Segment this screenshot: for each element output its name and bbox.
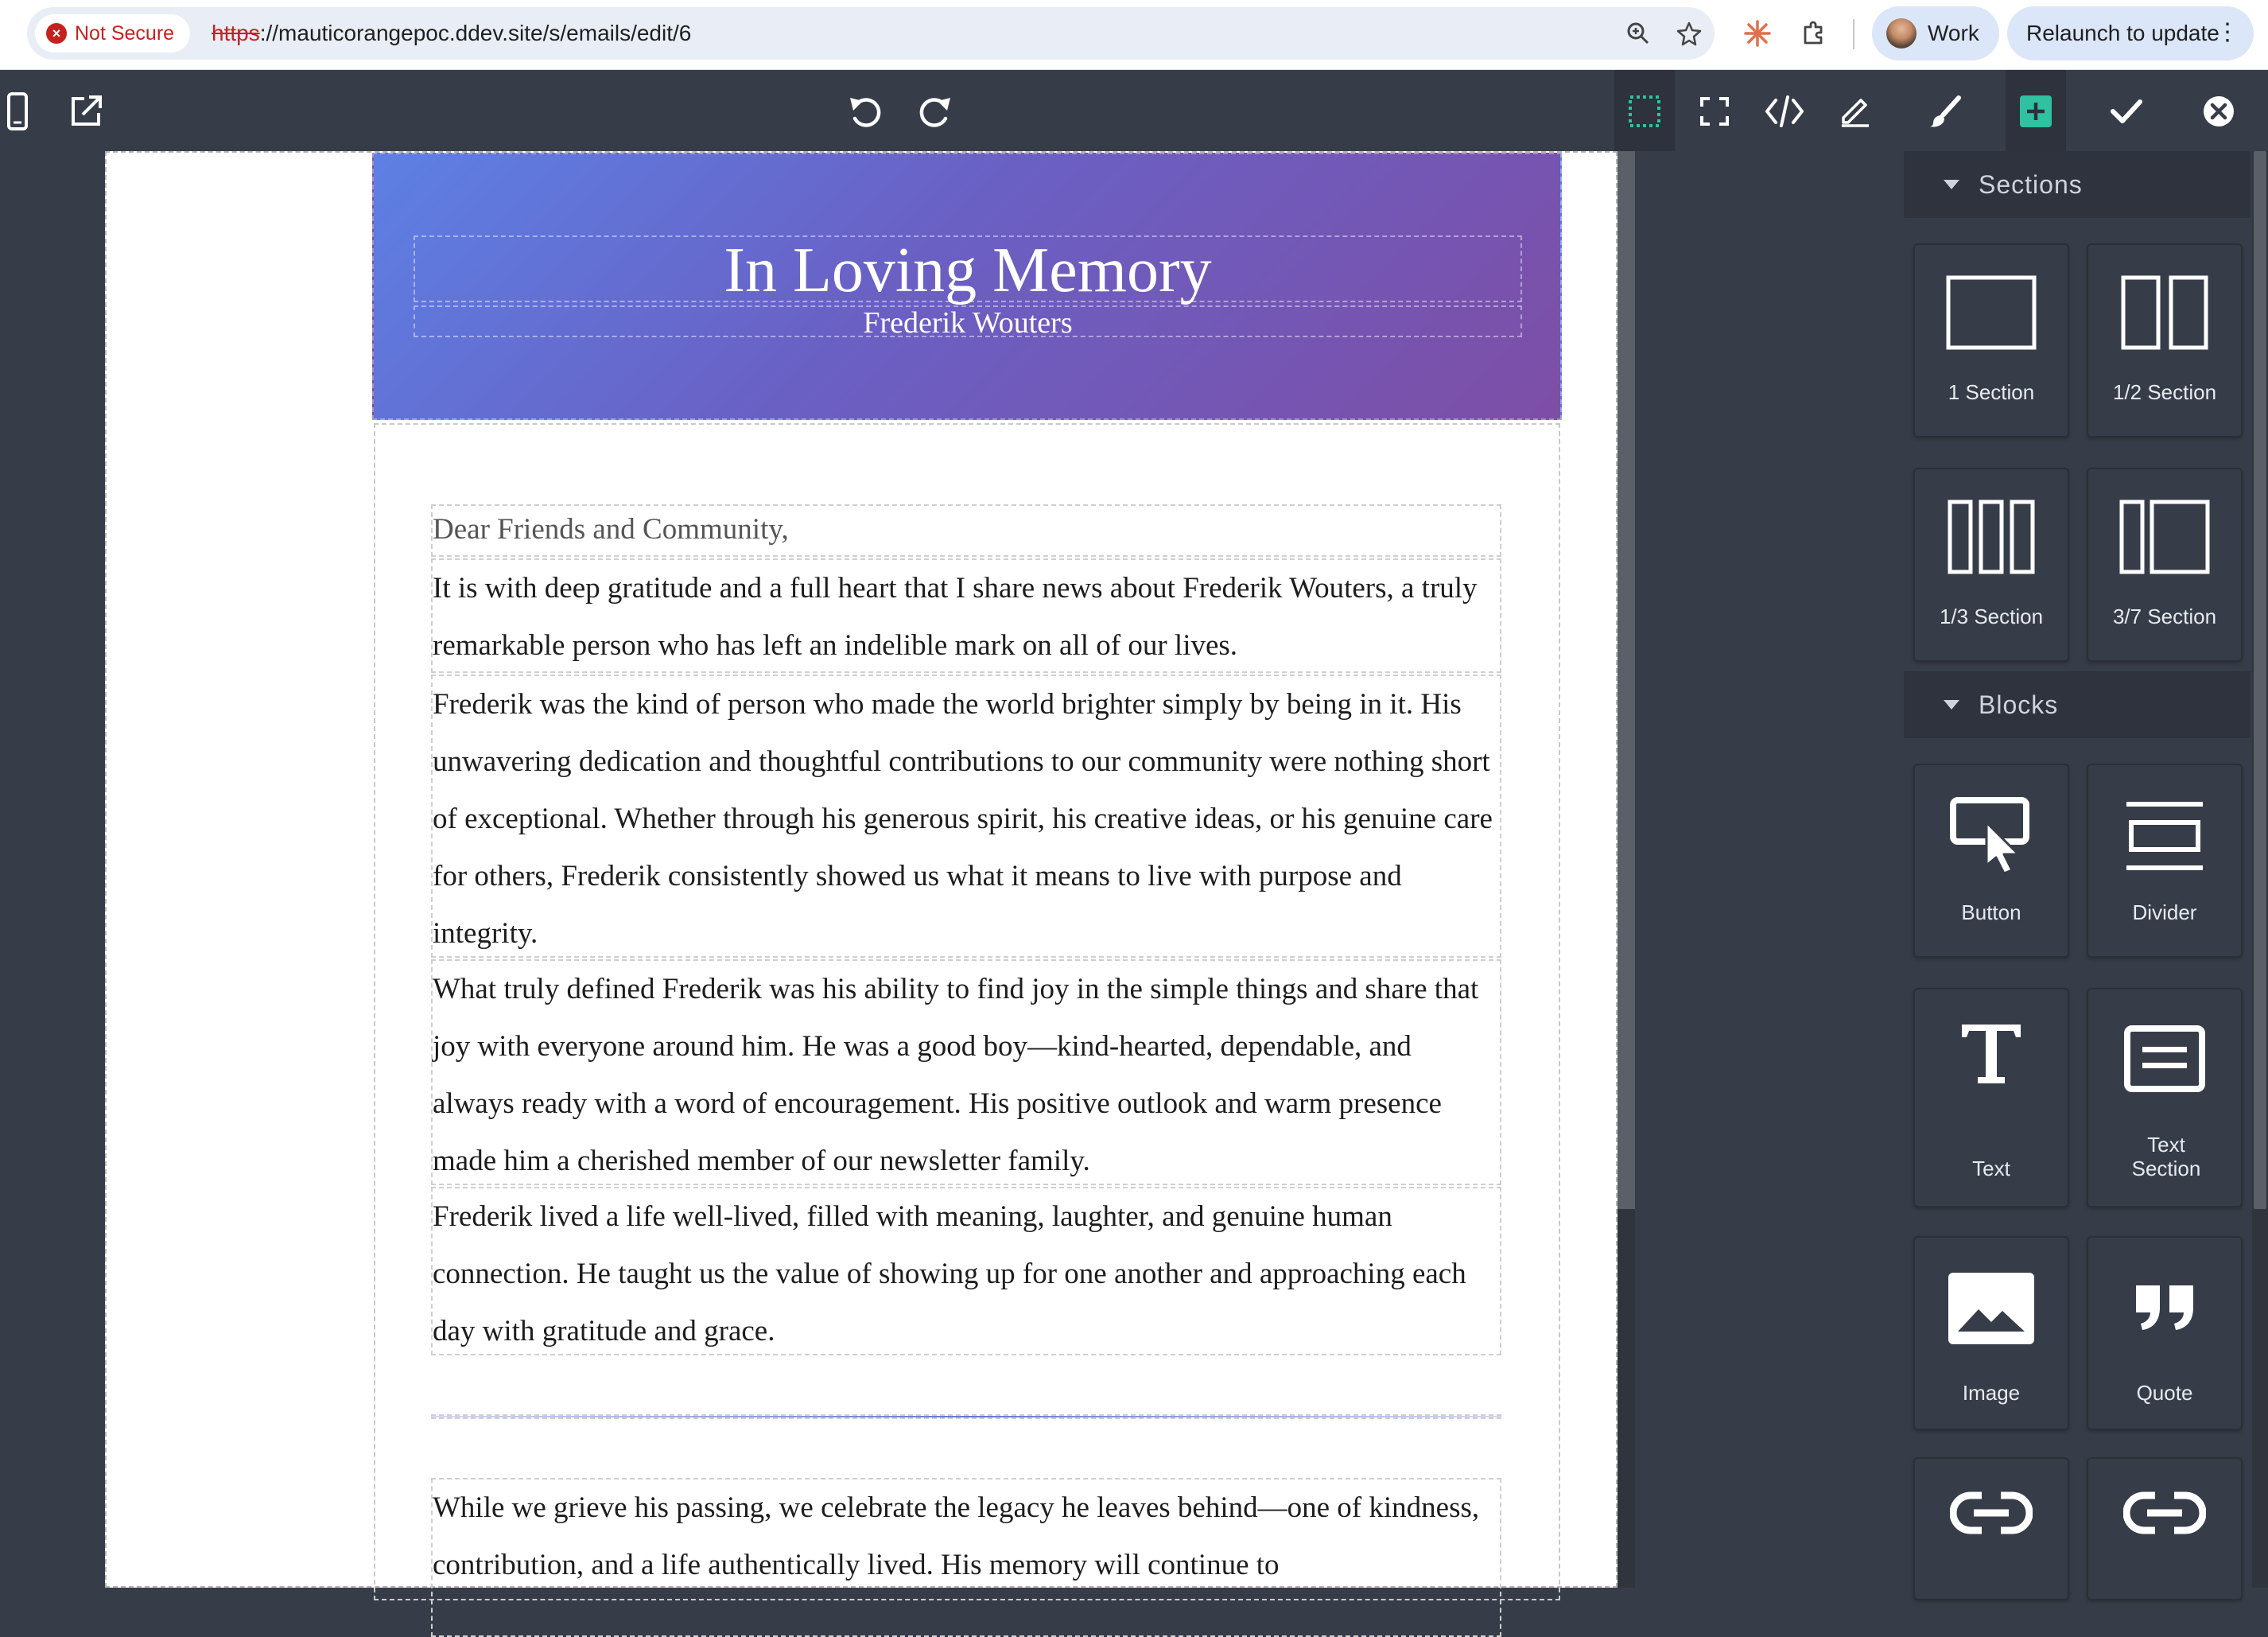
sections-heading: Sections (1979, 169, 2083, 199)
block-link-1[interactable] (1913, 1457, 2069, 1600)
text-section-icon (2088, 1025, 2241, 1093)
header-subtitle[interactable]: Frederik Wouters (414, 305, 1522, 337)
blocks-heading: Blocks (1979, 690, 2059, 719)
security-indicator[interactable] (35, 14, 190, 52)
block-divider[interactable] (2087, 764, 2243, 958)
block-link-2[interactable] (2087, 1457, 2243, 1600)
caret-down-icon (1944, 700, 1959, 710)
canvas-scrollbar-thumb[interactable] (1618, 151, 1635, 1209)
relaunch-label: Relaunch to update (2026, 21, 2219, 45)
mobile-view-icon[interactable] (0, 91, 38, 132)
block-third-section[interactable] (1913, 468, 2069, 662)
block-label: 1 Section (1948, 380, 2035, 404)
paragraph-2[interactable]: Frederik was the kind of person who made the world brighter simply by being in it. His unwavering dedication and thoughtful contributions to our community were nothing short of exceptional. Whether through his generous spirit, his creative ideas, or his genuine care for others, Frederik consistently showed us what it means to live with purpose and integrity. (431, 675, 1501, 958)
security-label: Not Secure (75, 21, 175, 45)
block-text-section[interactable] (2087, 988, 2243, 1207)
two-column-icon (2088, 275, 2241, 350)
greeting-text[interactable]: Dear Friends and Community, (431, 504, 1501, 557)
header-title[interactable]: In Loving Memory (414, 235, 1522, 302)
link-icon (1915, 1491, 2068, 1535)
add-block-icon[interactable] (2015, 91, 2056, 132)
block-label: Text (1972, 1157, 2010, 1180)
paragraph-5[interactable]: While we grieve his passing, we celebrate the legacy he leaves behind—one of kindness, contribution, and a life authentically lived. His memory will continue to (431, 1478, 1501, 1637)
block-button[interactable] (1913, 764, 2069, 958)
block-label: Text Section (2131, 1133, 2201, 1180)
warning-x-icon: × (46, 23, 67, 44)
check-icon[interactable] (2106, 91, 2147, 132)
email-body-section[interactable] (374, 423, 1560, 1600)
panel-scrollbar[interactable] (2252, 151, 2268, 1588)
redo-icon[interactable] (915, 91, 956, 132)
url-path: ://mauticorangepoc.ddev.site/s/emails/edit/6 (259, 21, 692, 45)
url-protocol: https (212, 21, 260, 45)
sections-category-header[interactable] (1904, 151, 2251, 218)
button-pointer-icon (1915, 795, 2068, 878)
block-label: Button (1961, 900, 2021, 924)
email-canvas-frame[interactable] (105, 151, 1618, 1588)
block-3-7-section[interactable] (2087, 468, 2243, 662)
blocks-category-header[interactable] (1904, 671, 2251, 738)
bookmark-star-icon[interactable] (1676, 21, 1702, 46)
image-icon (1915, 1271, 2068, 1346)
zoom-icon[interactable] (1625, 21, 1651, 46)
three-seven-column-icon (2088, 500, 2241, 574)
extension-sunburst-icon[interactable] (1743, 19, 1772, 52)
paragraph-1[interactable]: It is with deep gratitude and a full heart that I share news about Frederik Wouters, a truly remarkable person who has left an indelible mark on all of our lives. (431, 558, 1501, 673)
address-bar[interactable] (27, 7, 1715, 60)
canvas-scrollbar[interactable] (1618, 151, 1635, 1588)
divider-block[interactable] (431, 1414, 1501, 1419)
extensions-puzzle-icon[interactable] (1799, 17, 1829, 52)
panel-scrollbar-thumb[interactable] (2254, 151, 2266, 1209)
block-image[interactable] (1913, 1236, 2069, 1430)
code-icon[interactable] (1764, 91, 1805, 132)
block-label: 3/7 Section (2112, 605, 2217, 628)
toolbar-separator (1853, 19, 1854, 49)
block-text[interactable] (1913, 988, 2069, 1207)
kebab-menu-icon[interactable]: ⋮ (2216, 19, 2239, 45)
edit-pencil-icon[interactable] (1834, 91, 1875, 132)
fullscreen-icon[interactable] (1694, 91, 1735, 132)
block-label: 1/3 Section (1939, 605, 2044, 628)
link-icon (2088, 1491, 2241, 1535)
block-label: Image (1962, 1381, 2021, 1405)
url-text[interactable] (212, 21, 691, 46)
text-t-icon (1915, 1017, 2068, 1088)
editor-toolbar (0, 70, 2268, 151)
paragraph-3[interactable]: What truly defined Frederik was his ability to find joy in the simple things and share that joy with everyone around him. He was a good boy—kind-hearted, dependable, and always ready with a word of encouragement. His positive outlook and warm presence made him a cherished member of our newsletter family. (431, 959, 1501, 1185)
browser-toolbar (0, 0, 2268, 70)
editor-canvas (0, 151, 1618, 1588)
profile-name: Work (1928, 21, 1979, 45)
blocks-panel (1904, 151, 2251, 1588)
avatar (1886, 18, 1917, 49)
divider-icon (2088, 800, 2241, 872)
brush-icon[interactable] (1924, 91, 1966, 132)
open-external-icon[interactable] (65, 91, 107, 132)
quote-icon (2088, 1284, 2241, 1332)
block-quote[interactable] (2087, 1236, 2243, 1430)
block-1-section[interactable] (1913, 243, 2069, 437)
select-outline-icon[interactable] (1624, 91, 1665, 132)
three-column-icon (1915, 500, 2068, 574)
one-column-icon (1915, 275, 2068, 350)
email-header-section[interactable] (372, 153, 1562, 420)
undo-icon[interactable] (845, 91, 886, 132)
close-circle-icon[interactable] (2198, 91, 2239, 132)
profile-button[interactable] (1872, 6, 1999, 60)
block-label: 1/2 Section (2112, 380, 2217, 404)
paragraph-4[interactable]: Frederik lived a life well-lived, filled with meaning, laughter, and genuine human connection. He taught us the value of showing up for one another and approaching each day with gratitude and grace. (431, 1187, 1501, 1355)
relaunch-button[interactable] (2007, 6, 2254, 60)
block-label: Quote (2136, 1381, 2193, 1405)
block-half-section[interactable] (2087, 243, 2243, 437)
block-label: Divider (2132, 900, 2197, 924)
caret-down-icon (1944, 180, 1959, 189)
